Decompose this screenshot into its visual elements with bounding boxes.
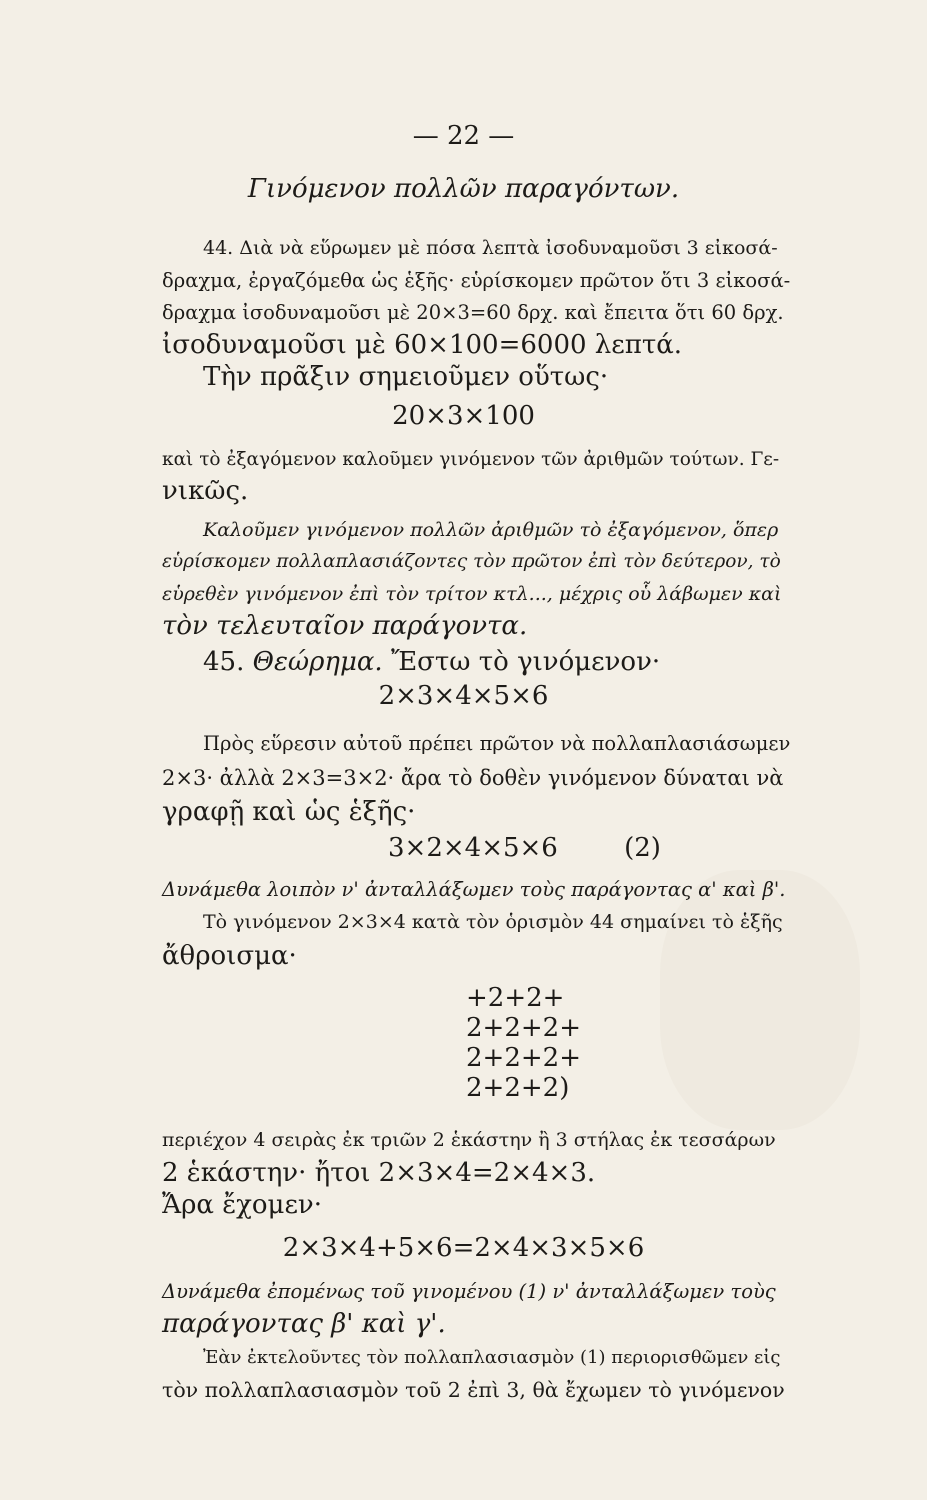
sum-row-2: 2+2+2+ bbox=[466, 1013, 581, 1043]
definition-line-1: Καλοῦμεν γινόμενον πολλῶν ἀριθμῶν τὸ ἐξαγόμενον, ὅπερ bbox=[203, 519, 779, 541]
p45-heading bbox=[203, 646, 660, 678]
p45-formula-3: 2×3×4+5×6=2×4×3×5×6 bbox=[282, 1233, 645, 1263]
p45-line-10: Ἄρα ἔχομεν· bbox=[162, 1190, 322, 1220]
definition-line-3: εὑρεθὲν γινόμενον ἐπὶ τὸν τρίτον κτλ..., μέχρις οὗ λάβωμεν καὶ bbox=[162, 583, 782, 605]
p45-formula-1: 2×3×4×5×6 bbox=[378, 681, 549, 711]
p45-line-7: ἄθροισμα· bbox=[162, 941, 297, 971]
definition-line-4: τὸν τελευταῖον παράγοντα. bbox=[162, 611, 528, 641]
p44-line-1: 44. Διὰ νὰ εὕρωμεν μὲ πόσα λεπτὰ ἰσοδυναμοῦσι 3 εἰκοσά- bbox=[203, 237, 778, 259]
p45-formula-2 bbox=[388, 832, 661, 864]
p44-line-3: δραχμα ἰσοδυναμοῦσι μὲ 20×3=60 δρχ. καὶ ἔπειτα ὅτι 60 δρχ. bbox=[162, 301, 784, 324]
definition-line-2: εὑρίσκομεν πολλαπλασιάζοντες τὸν πρῶτον ἐπὶ τὸν δεύτερον, τὸ bbox=[162, 551, 781, 572]
p45-intro: Ἔστω τὸ γινόμενον· bbox=[390, 647, 661, 677]
page-number: — 22 — bbox=[412, 121, 515, 151]
p45-line-8: περιέχον 4 σειρὰς ἐκ τριῶν 2 ἑκάστην ἢ 3 στήλας ἐκ τεσσάρων bbox=[162, 1129, 776, 1151]
p45-line-3: 2×3· ἀλλὰ 2×3=3×2· ἄρα τὸ δοθὲν γινόμενον δύναται νὰ bbox=[162, 766, 784, 790]
sum-row-1: +2+2+ bbox=[466, 983, 565, 1013]
p45-line-11: Δυνάμεθα ἐπομένως τοῦ γινομένου (1) ν' ἀνταλλάξωμεν τοὺς bbox=[162, 1280, 776, 1303]
p45-theorem-label: Θεώρημα. bbox=[252, 647, 383, 677]
sum-row-4: 2+2+2) bbox=[466, 1073, 570, 1103]
sum-row-3: 2+2+2+ bbox=[466, 1043, 581, 1073]
p44-line-2: δραχμα, ἐργαζόμεθα ὡς ἑξῆς· εὑρίσκομεν πρῶτον ὅτι 3 εἰκοσά- bbox=[162, 269, 791, 292]
p45-line-5: Δυνάμεθα λοιπὸν ν' ἀνταλλάξωμεν τοὺς παράγοντας α' καὶ β'. bbox=[162, 878, 786, 901]
p44-line-5: Τὴν πρᾶξιν σημειοῦμεν οὕτως· bbox=[203, 362, 609, 392]
p45-line-2: Πρὸς εὕρεσιν αὐτοῦ πρέπει πρῶτον νὰ πολλαπλασιάσωμεν bbox=[203, 732, 791, 755]
p45-line-12: παράγοντας β' καὶ γ'. bbox=[162, 1309, 446, 1339]
p45-number: 45. bbox=[203, 647, 245, 677]
section-title: Γινόμενον πολλῶν παραγόντων. bbox=[247, 174, 680, 204]
p44-formula: 20×3×100 bbox=[392, 401, 535, 431]
p44-line-4: ἰσοδυναμοῦσι μὲ 60×100=6000 λεπτά. bbox=[162, 330, 683, 360]
p44-line-6: καὶ τὸ ἐξαγόμενον καλοῦμεν γινόμενον τῶν ἀριθμῶν τούτων. Γε- bbox=[162, 449, 780, 470]
p45-line-6: Τὸ γινόμενον 2×3×4 κατὰ τὸν ὁρισμὸν 44 σημαίνει τὸ ἑξῆς bbox=[203, 911, 783, 933]
p45-line-13: Ἐὰν ἐκτελοῦντες τὸν πολλαπλασιασμὸν (1) περιορισθῶμεν εἰς bbox=[203, 1347, 781, 1368]
p45-line-9: 2 ἑκάστην· ἤτοι 2×3×4=2×4×3. bbox=[162, 1158, 596, 1188]
p45-formula-2-tag: (2) bbox=[624, 833, 661, 863]
p45-formula-2-expr: 3×2×4×5×6 bbox=[388, 833, 558, 863]
p45-line-14: τὸν πολλαπλασιασμὸν τοῦ 2 ἐπὶ 3, θὰ ἔχωμεν τὸ γινόμενον bbox=[162, 1378, 785, 1402]
p45-line-4: γραφῇ καὶ ὡς ἑξῆς· bbox=[162, 797, 416, 827]
p44-line-7: νικῶς. bbox=[162, 476, 249, 506]
